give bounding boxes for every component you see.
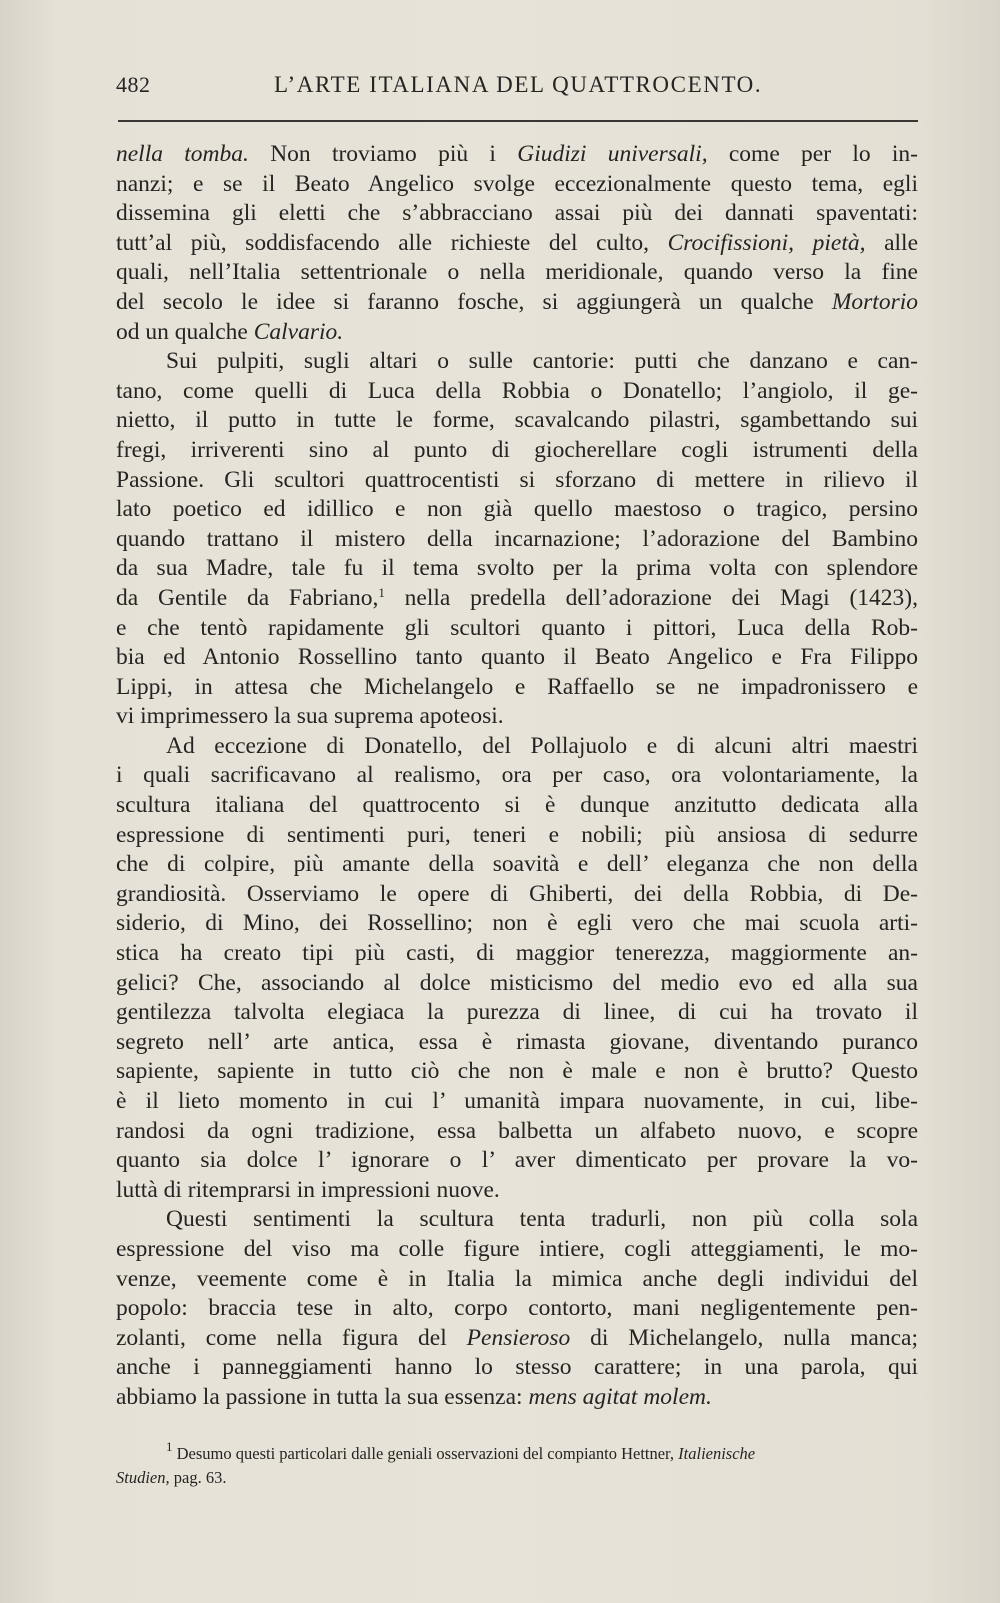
footnote-line <box>116 1466 918 1490</box>
text-line <box>116 673 918 703</box>
text-line <box>116 495 918 525</box>
italic-phrase: Mortorio <box>831 288 918 315</box>
text-line <box>116 170 918 200</box>
text-line <box>116 318 918 348</box>
text-run: tutt’al più, soddisfacendo alle richieste del culto, <box>116 229 668 256</box>
text-line <box>116 436 918 466</box>
text-run: tano, come quelli di Luca della Robbia o Donatello; l’angiolo, il ge- <box>116 377 918 404</box>
text-run: i quali sacrificavano al realismo, ora per caso, ora volontariamente, la <box>116 762 918 789</box>
text-run: siderio, di Mino, dei Rossellino; non è egli vero che mai scuola arti- <box>116 910 918 937</box>
text-run: gentilezza talvolta elegiaca la purezza di linee, di cui ha trovato il <box>116 999 918 1026</box>
text-run: nella predella dell’adorazione dei Magi (1423), <box>384 584 918 611</box>
italic-phrase: Pensieroso <box>466 1324 571 1351</box>
text-line <box>116 614 918 644</box>
footnote-number: 1 <box>166 1439 173 1454</box>
text-line <box>116 1146 918 1176</box>
text-line <box>116 140 918 170</box>
text-run: lato poetico ed idillico e non già quello maestoso o tragico, persino <box>116 496 918 523</box>
footnote <box>116 1439 918 1490</box>
page-number: 482 <box>116 72 151 97</box>
text-run: bia ed Antonio Rossellino tanto quanto il Beato Angelico e Fra Filippo <box>116 644 918 671</box>
text-run: da sua Madre, tale fu il tema svolto per la prima volta con splendore <box>116 555 918 582</box>
text-run: venze, veemente come è in Italia la mimica anche degli individui del <box>116 1265 918 1292</box>
text-line <box>116 377 918 407</box>
text-run: di Michelangelo, nulla manca; <box>570 1324 918 1351</box>
text-line <box>116 229 918 259</box>
text-run: randosi da ogni tradizione, essa balbetta un alfabeto nuovo, e scopre <box>116 1117 918 1144</box>
text-line <box>116 406 918 436</box>
text-run: segreto nell’ arte antica, essa è rimasta giovane, diventando puranco <box>116 1028 918 1055</box>
text-line <box>116 1265 918 1295</box>
text-run: espressione di sentimenti puri, teneri e nobili; più ansiosa di sedurre <box>116 821 918 848</box>
text-line <box>116 1353 918 1383</box>
text-run: abbiamo la passione in tutta la sua essenza: <box>116 1383 529 1410</box>
footnote-marker: 1 <box>378 584 385 600</box>
text-line <box>116 466 918 496</box>
text-line <box>116 554 918 584</box>
italic-phrase: Giudizi universali, <box>517 141 708 167</box>
text-run: del secolo le idee si faranno fosche, si aggiungerà un qualche <box>116 288 832 315</box>
text-line <box>116 1028 918 1058</box>
text-run: quali, nell’Italia settentrionale o nella meridionale, quando verso la fine <box>116 259 918 286</box>
text-run: od un qualche <box>116 318 254 345</box>
page-header <box>116 72 916 108</box>
text-run: Ad eccezione di Donatello, del Pollajuolo e di alcuni altri maestri <box>166 732 918 759</box>
text-line <box>116 969 918 999</box>
text-line <box>116 821 918 851</box>
text-line <box>116 702 918 732</box>
body-text <box>116 140 918 1413</box>
text-line <box>116 761 918 791</box>
text-run: gelici? Che, associando al dolce misticismo del medio evo ed alla sua <box>116 969 918 996</box>
text-run: alle <box>865 229 918 256</box>
text-run: espressione del viso ma colle figure intiere, cogli atteggiamenti, le mo- <box>116 1235 918 1262</box>
italic-phrase: mens agitat molem. <box>528 1383 712 1410</box>
footnote-line <box>116 1439 918 1466</box>
text-run: vi imprimessero la sua suprema apoteosi. <box>116 703 504 730</box>
text-line <box>116 1057 918 1087</box>
text-run: sapiente, sapiente in tutto ciò che non è male e non è brutto? Questo <box>116 1058 918 1085</box>
footnote-title: Italienische <box>678 1444 756 1463</box>
text-line <box>116 998 918 1028</box>
italic-phrase: Crocifissioni, pietà, <box>667 229 866 256</box>
text-line <box>116 1294 918 1324</box>
text-run: quando trattano il mistero della incarnazione; l’adorazione del Bambino <box>116 525 918 552</box>
text-run: come per lo in- <box>707 141 918 167</box>
text-run: che di colpire, più amante della soavità e dell’ eleganza che non della <box>116 851 918 878</box>
text-line <box>116 584 918 614</box>
text-line <box>116 732 918 762</box>
text-run: popolo: braccia tese in alto, corpo contorto, mani negligentemente pen- <box>116 1295 918 1322</box>
text-run: stica ha creato tipi più casti, di maggior tenerezza, maggiormente an- <box>116 940 918 967</box>
text-line <box>116 643 918 673</box>
text-line <box>116 1176 918 1206</box>
italic-phrase: Calvario. <box>253 318 344 345</box>
text-line <box>116 909 918 939</box>
text-line <box>116 1235 918 1265</box>
text-line <box>116 1117 918 1147</box>
text-line <box>116 288 918 318</box>
italic-phrase: nella tomba. <box>116 141 249 167</box>
text-run: luttà di ritemprarsi in impressioni nuove. <box>116 1176 500 1203</box>
text-run: Passione. Gli scultori quattrocentisti si sforzano di mettere in rilievo il <box>116 466 918 493</box>
footnote-title: Studien, <box>116 1468 170 1487</box>
text-line <box>116 1383 918 1413</box>
text-run: nietto, il putto in tutte le forme, scavalcando pilastri, sgambettando sui <box>116 407 918 434</box>
footnote-page-ref: pag. 63. <box>169 1468 227 1487</box>
text-run: nanzi; e se il Beato Angelico svolge eccezionalmente questo tema, egli <box>116 170 918 197</box>
text-line <box>116 347 918 377</box>
text-line <box>116 791 918 821</box>
footnote-text: Desumo questi particolari dalle geniali osservazioni del compianto Hettner, <box>172 1444 679 1463</box>
text-run: anche i panneggiamenti hanno lo stesso carattere; in una parola, qui <box>116 1354 918 1381</box>
text-line <box>116 1205 918 1235</box>
text-run: dissemina gli eletti che s’abbracciano assai più dei dannati spaventati: <box>116 200 918 227</box>
text-run: è il lieto momento in cui l’ umanità impara nuovamente, in cui, libe- <box>116 1088 918 1114</box>
text-line <box>116 1087 918 1117</box>
text-line <box>116 199 918 229</box>
text-line <box>116 880 918 910</box>
text-run: Lippi, in attesa che Michelangelo e Raffaello se ne impadronissero e <box>116 673 918 700</box>
header-rule <box>118 120 918 122</box>
text-run: Sui pulpiti, sugli altari o sulle cantorie: putti che danzano e can- <box>166 348 918 375</box>
text-run: zolanti, come nella figura del <box>116 1324 467 1351</box>
text-run: e che tentò rapidamente gli scultori quanto i pittori, Luca della Rob- <box>116 614 918 641</box>
text-run: scultura italiana del quattrocento si è dunque anzitutto dedicata alla <box>116 792 918 819</box>
text-line <box>116 258 918 288</box>
text-run: Non troviamo più i <box>248 141 518 167</box>
text-line <box>116 525 918 555</box>
text-run: grandiosità. Osserviamo le opere di Ghiberti, dei della Robbia, di De- <box>116 880 918 907</box>
text-line <box>116 850 918 880</box>
text-run: quanto sia dolce l’ ignorare o l’ aver dimenticato per provare la vo- <box>116 1147 918 1174</box>
text-line <box>116 1324 918 1354</box>
text-run: da Gentile da Fabriano, <box>116 584 379 611</box>
text-line <box>116 939 918 969</box>
text-run: fregi, irriverenti sino al punto di giocherellare cogli istrumenti della <box>116 436 918 463</box>
running-title: L’ARTE ITALIANA DEL QUATTROCENTO. <box>274 72 763 97</box>
text-run: Questi sentimenti la scultura tenta tradurli, non più colla sola <box>166 1206 918 1233</box>
